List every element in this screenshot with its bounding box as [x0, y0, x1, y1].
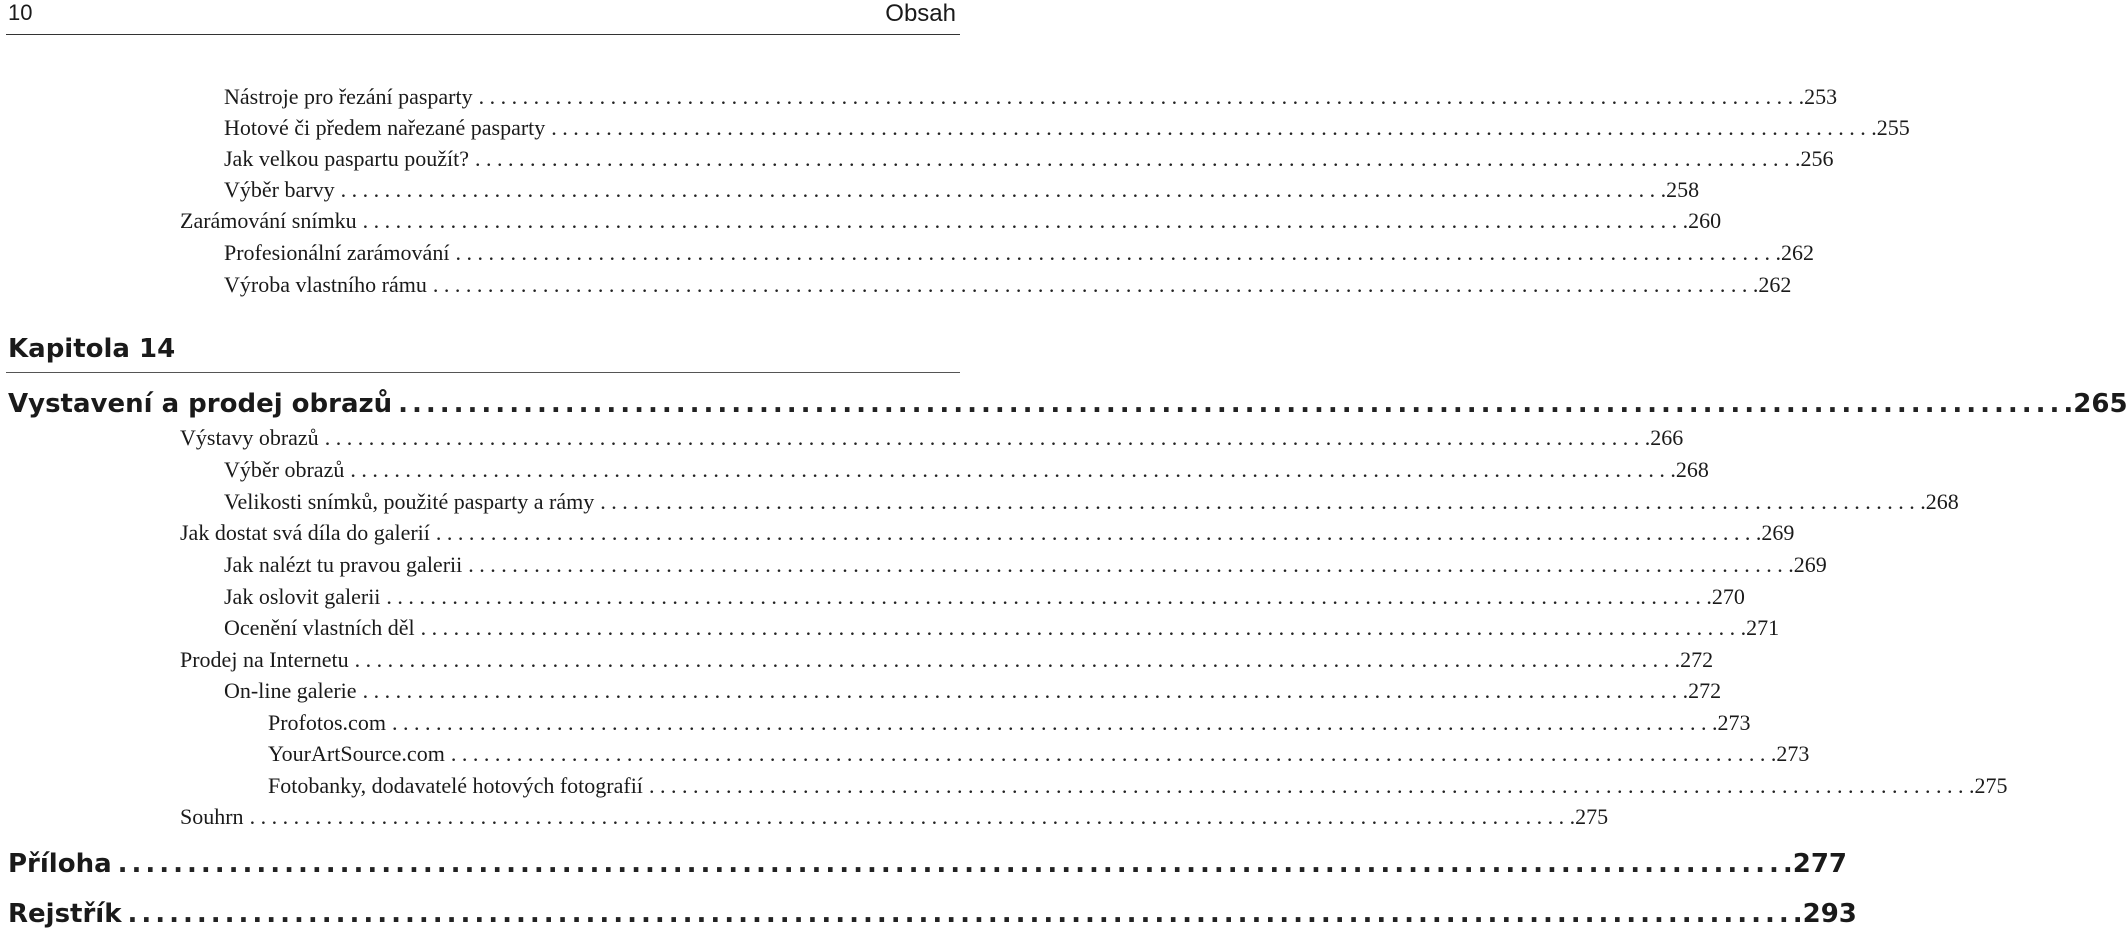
toc-entry-label: Ocenění vlastních děl [224, 615, 415, 640]
appendix-label: Příloha [8, 849, 112, 879]
toc-entry[interactable] [224, 238, 1814, 268]
toc-entry-label: Nástroje pro řezání pasparty [224, 84, 473, 109]
toc-entry-label: Jak dostat svá díla do galerií [180, 520, 430, 545]
toc-entry-label: Výběr obrazů [224, 457, 345, 482]
chapter-rule [6, 372, 960, 373]
header-rule [6, 34, 960, 35]
index-page: .293 [1792, 899, 1857, 929]
toc-entry-page: .258 [1660, 177, 1700, 202]
chapter-page: .265 [2063, 389, 2128, 419]
dot-leader: ........................................................................................................................ [432, 272, 1753, 297]
toc-entry-label: On-line galerie [224, 678, 357, 703]
dot-leader: ........................................................................................................................ [354, 647, 1675, 672]
toc-entry-page: .273 [1770, 741, 1810, 766]
toc-entry[interactable] [224, 550, 1827, 580]
toc-entry-label: Výběr barvy [224, 177, 335, 202]
toc-entry[interactable] [268, 771, 2008, 801]
toc-entry[interactable] [224, 487, 1959, 517]
toc-entry[interactable] [224, 175, 1700, 205]
dot-leader: ........................................................................................................................ [435, 520, 1756, 545]
dot-leader: ........................................................................................................................ [117, 849, 1783, 879]
toc-entry-label: Prodej na Internetu [180, 647, 349, 672]
toc-entry-label: Zarámování snímku [180, 208, 357, 233]
toc-entry-page: .273 [1711, 710, 1751, 735]
toc-entry-page: .270 [1706, 584, 1745, 609]
chapter-title-entry[interactable] [8, 384, 2128, 424]
toc-entry-page: .271 [1740, 615, 1780, 640]
toc-entry-label: Souhrn [180, 804, 244, 829]
toc-entry-label: YourArtSource.com [268, 741, 445, 766]
toc-entry[interactable] [180, 423, 1684, 453]
toc-entry[interactable] [224, 676, 1722, 706]
dot-leader: ........................................................................................................................ [386, 584, 1707, 609]
dot-leader: ........................................................................................................................ [398, 389, 2064, 419]
toc-entry-page: .266 [1644, 425, 1684, 450]
toc-entry-page: .268 [1920, 489, 1959, 514]
appendix-page: .277 [1782, 849, 1848, 879]
toc-entry[interactable] [268, 708, 1751, 738]
dot-leader: ........................................................................................................................ [551, 115, 1872, 140]
running-title: Obsah [885, 0, 956, 27]
toc-entry-page: .262 [1775, 240, 1814, 265]
dot-leader: ........................................................................................................................ [362, 678, 1683, 703]
dot-leader: ........................................................................................................................ [475, 146, 1795, 171]
toc-entry-page: .256 [1795, 146, 1834, 171]
toc-entry[interactable] [180, 645, 1714, 675]
dot-leader: ........................................................................................................................ [340, 177, 1661, 202]
chapter-title: Vystavení a prodej obrazů [8, 389, 393, 419]
toc-entry[interactable] [180, 802, 1609, 832]
toc-entry-label: Jak nalézt tu pravou galerii [224, 552, 463, 577]
dot-leader: ........................................................................................................................ [127, 899, 1793, 929]
toc-entry-label: Velikosti snímků, použité pasparty a rámy [224, 489, 595, 514]
toc-entry[interactable] [224, 82, 1838, 112]
toc-entry-page: .262 [1752, 272, 1792, 297]
dot-leader: ........................................................................................................................ [450, 741, 1771, 766]
page-number: 10 [8, 0, 33, 25]
toc-entry-page: .275 [1569, 804, 1609, 829]
dot-leader: ........................................................................................................................ [468, 552, 1789, 577]
dot-leader: ........................................................................................................................ [455, 240, 1776, 265]
toc-entry[interactable] [224, 270, 1792, 300]
dot-leader: ........................................................................................................................ [648, 773, 1969, 798]
toc-entry-page: .269 [1788, 552, 1827, 577]
dot-leader: ........................................................................................................................ [478, 84, 1799, 109]
toc-entry-label: Hotové či předem nařezané pasparty [224, 115, 546, 140]
toc-entry-label: Fotobanky, dodavatelé hotových fotografií [268, 773, 643, 798]
toc-entry[interactable] [224, 582, 1745, 612]
toc-entry[interactable] [224, 613, 1780, 643]
toc-entry[interactable] [224, 455, 1709, 485]
toc-entry[interactable] [180, 518, 1795, 548]
toc-entry[interactable] [224, 113, 1910, 143]
toc-entry-page: .272 [1674, 647, 1714, 672]
toc-entry[interactable] [180, 206, 1722, 236]
dot-leader: ........................................................................................................................ [324, 425, 1645, 450]
dot-leader: ........................................................................................................................ [350, 457, 1671, 482]
toc-entry-label: Jak velkou paspartu použít? [224, 146, 469, 171]
dot-leader: ........................................................................................................................ [420, 615, 1741, 640]
toc-entry-page: .253 [1798, 84, 1838, 109]
toc-entry-label: Jak oslovit galerii [224, 584, 381, 609]
appendix-entry[interactable] [8, 844, 1848, 884]
index-entry[interactable] [8, 894, 1857, 934]
toc-entry-page: .272 [1682, 678, 1722, 703]
toc-entry-label: Profesionální zarámování [224, 240, 450, 265]
chapter-label: Kapitola 14 [8, 334, 176, 364]
toc-entry[interactable] [224, 144, 1834, 174]
toc-entry-page: .260 [1682, 208, 1722, 233]
dot-leader: ........................................................................................................................ [362, 208, 1683, 233]
toc-entry-page: .275 [1968, 773, 2008, 798]
page-header [0, 0, 960, 36]
toc-entry-label: Výroba vlastního rámu [224, 272, 427, 297]
toc-entry-label: Výstavy obrazů [180, 425, 319, 450]
index-label: Rejstřík [8, 899, 122, 929]
dot-leader: ........................................................................................................................ [600, 489, 1921, 514]
toc-entry[interactable] [268, 739, 1810, 769]
dot-leader: ........................................................................................................................ [391, 710, 1712, 735]
toc-entry-page: .269 [1755, 520, 1795, 545]
dot-leader: ........................................................................................................................ [249, 804, 1570, 829]
toc-entry-label: Profotos.com [268, 710, 386, 735]
toc-entry-page: .268 [1670, 457, 1709, 482]
toc-entry-page: .255 [1871, 115, 1910, 140]
